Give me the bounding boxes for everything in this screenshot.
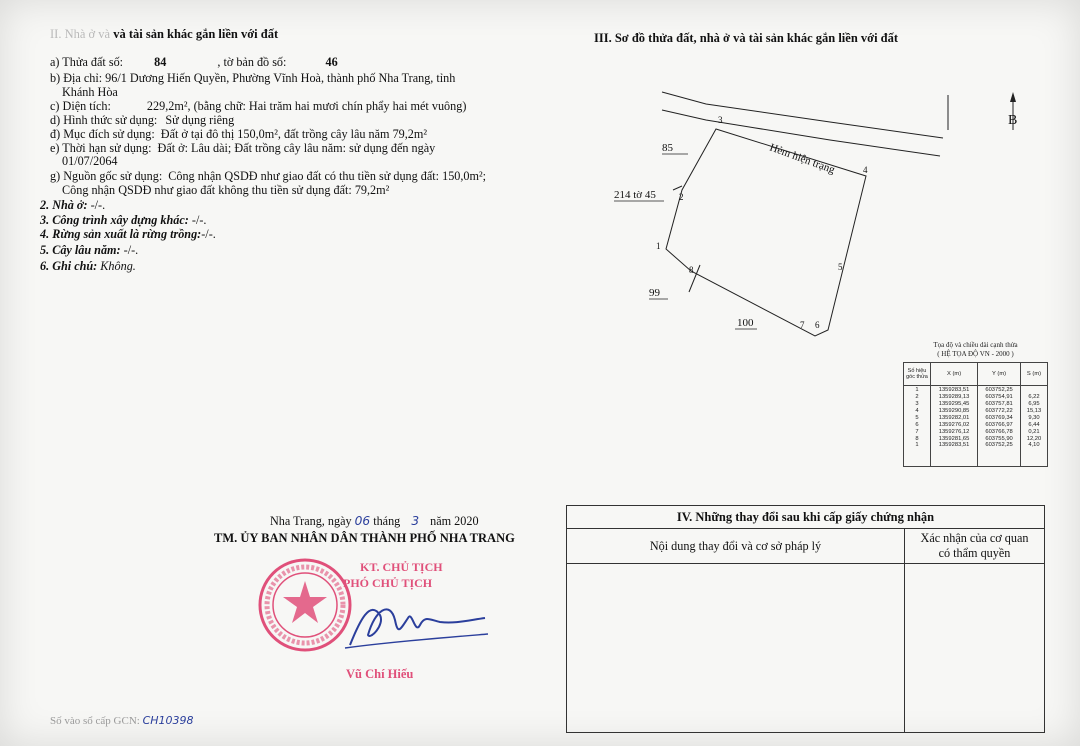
coords-cell: 1359276,12 — [931, 428, 978, 435]
coords-cell: 6,22 — [1021, 393, 1048, 400]
coords-cell: 1359290,85 — [931, 407, 978, 414]
usage-term-line-2: 01/07/2064 — [62, 154, 118, 168]
usage-purpose-line: đ) Mục đích sử dụng: Đất ở tại đô thị 150,0m², đất trồng cây lâu năm 79,2m² — [50, 127, 428, 141]
boundary-tick-2 — [673, 186, 682, 190]
point-7: 7 — [800, 320, 805, 330]
changes-table — [566, 505, 1045, 733]
coords-header-s: S (m) — [1021, 363, 1048, 386]
coords-cell: 1359276,02 — [931, 421, 978, 428]
neighbor-85: 85 — [662, 142, 673, 154]
coords-cell: 603752,25 — [978, 386, 1021, 394]
coords-cell: 603754,91 — [978, 393, 1021, 400]
coords-row — [904, 407, 1048, 414]
coords-cell: 2 — [904, 393, 931, 400]
coords-row — [904, 386, 1048, 394]
neighbor-214: 214 tờ 45 — [614, 189, 656, 201]
coords-cell: 12,20 — [1021, 435, 1048, 442]
coords-table — [903, 362, 1048, 467]
changes-header-authority: Xác nhận của cơ quan có thẩm quyền — [905, 529, 1044, 564]
coords-caption: Tọa độ và chiều dài cạnh thửa ( HỆ TỌA ĐỘ VN - 2000 ) — [933, 341, 1018, 358]
handwritten-signature — [330, 590, 490, 665]
changes-header-content: Nội dung thay đổi và cơ sở pháp lý — [567, 529, 904, 564]
date-year: 2020 — [454, 514, 479, 528]
coords-cell: 4 — [904, 407, 931, 414]
forest-line: 4. Rừng sản xuất là rừng trồng:-/-. — [40, 227, 216, 241]
coords-cell: 603766,78 — [978, 428, 1021, 435]
coords-cell: 6,95 — [1021, 400, 1048, 407]
point-3: 3 — [718, 115, 723, 125]
origin-line: g) Nguồn gốc sử dụng: Công nhận QSDĐ như giao đất có thu tiền sử dụng đất: 150,0m²; — [50, 169, 487, 183]
coords-cell: 603757,81 — [978, 400, 1021, 407]
origin-line-2: Công nhận QSDĐ như giao đất không thu tiền sử dụng đất: 79,2m² — [62, 183, 390, 197]
coords-row — [904, 400, 1048, 407]
section-3-title: III. Sơ đồ thửa đất, nhà ở và tài sản khác gắn liền với đất — [594, 31, 899, 45]
section-4-title: IV. Những thay đổi sau khi cấp giấy chứng nhận — [567, 506, 1044, 529]
coords-row — [904, 435, 1048, 442]
coords-cell: 603752,25 — [978, 442, 1021, 467]
coords-cell: 15,13 — [1021, 407, 1048, 414]
changes-column-content — [567, 529, 905, 732]
coords-cell: 1 — [904, 442, 931, 467]
coords-cell: 1359295,45 — [931, 400, 978, 407]
date-month: 3 — [411, 514, 420, 528]
coords-cell: 603769,34 — [978, 414, 1021, 421]
coords-row — [904, 442, 1048, 467]
coords-cell: 603766,97 — [978, 421, 1021, 428]
house-line: 2. Nhà ở: -/-. — [40, 198, 106, 212]
coords-cell: 9,30 — [1021, 414, 1048, 421]
usage-form-line: d) Hình thức sử dụng: Sử dụng riêng — [50, 113, 235, 127]
coords-cell: 5 — [904, 414, 931, 421]
alley-road — [662, 92, 943, 156]
coords-header-y: Y (m) — [978, 363, 1021, 386]
coords-row — [904, 421, 1048, 428]
neighbor-99: 99 — [649, 287, 660, 299]
parcel-diagram — [600, 80, 960, 345]
coords-header-point: Số hiệu góc thửa — [904, 363, 931, 386]
coords-cell: 1 — [904, 386, 931, 394]
coords-cell: 0,21 — [1021, 428, 1048, 435]
neighbor-100: 100 — [737, 317, 754, 329]
coords-cell: 603755,90 — [978, 435, 1021, 442]
parcel-outline — [666, 129, 866, 336]
coords-header-x: X (m) — [931, 363, 978, 386]
coords-cell: 4,10 — [1021, 442, 1048, 467]
coords-row — [904, 393, 1048, 400]
coords-cell: 1359283,51 — [931, 386, 978, 394]
coords-cell: 1359283,51 — [931, 442, 978, 467]
coords-cell — [1021, 386, 1048, 394]
coords-cell: 1359281,65 — [931, 435, 978, 442]
coords-cell: 8 — [904, 435, 931, 442]
registry-number: Số vào sổ cấp GCN: CH10398 — [50, 714, 194, 727]
coords-cell: 1359289,13 — [931, 393, 978, 400]
north-label: B — [1008, 113, 1018, 128]
sign-kt: KT. CHỦ TỊCH — [360, 560, 443, 574]
coords-cell: 1359282,01 — [931, 414, 978, 421]
coords-row — [904, 414, 1048, 421]
area-line: c) Diện tích: 229,2m², (bằng chữ: Hai trăm hai mươi chín phẩy hai mét vuông) — [50, 99, 467, 113]
note-line: 6. Ghi chú: Không. — [40, 259, 136, 273]
construction-line: 3. Công trình xây dựng khác: -/-. — [40, 213, 207, 227]
address-line: b) Địa chỉ: 96/1 Dương Hiến Quyền, Phường Vĩnh Hoà, thành phố Nha Trang, tỉnh — [50, 71, 456, 85]
issuing-authority: TM. ỦY BAN NHÂN DÂN THÀNH PHỐ NHA TRANG — [214, 531, 515, 545]
point-4: 4 — [863, 165, 868, 175]
coords-cell: 6 — [904, 421, 931, 428]
perennial-line: 5. Cây lâu năm: -/-. — [40, 243, 139, 257]
point-8: 8 — [689, 265, 694, 275]
road-label: Hẻm hiện trạng — [767, 141, 837, 177]
signer-name: Vũ Chí Hiếu — [346, 667, 414, 681]
point-1: 1 — [656, 241, 661, 251]
coords-cell: 7 — [904, 428, 931, 435]
address-line-2: Khánh Hòa — [62, 85, 118, 99]
sign-date: Nha Trang, ngày 06 tháng 3 năm 2020 — [270, 514, 479, 528]
point-2: 2 — [679, 192, 684, 202]
coords-row — [904, 428, 1048, 435]
section-2-title: II. Nhà ở và và tài sản khác gắn liền với đất — [50, 27, 279, 41]
coords-cell: 603772,22 — [978, 407, 1021, 414]
sign-role: PHÓ CHỦ TỊCH — [343, 576, 433, 590]
point-5: 5 — [838, 262, 843, 272]
point-6: 6 — [815, 320, 820, 330]
parcel-line: a) Thửa đất số: 84 , tờ bản đồ số: 46 — [50, 55, 338, 69]
date-day: 06 — [354, 514, 371, 528]
coords-cell: 6,44 — [1021, 421, 1048, 428]
changes-column-authority — [905, 529, 1044, 732]
usage-term-line: e) Thời hạn sử dụng: Đất ở: Lâu dài; Đất trồng cây lâu năm: sử dụng đến ngày — [50, 141, 436, 155]
coords-cell: 3 — [904, 400, 931, 407]
